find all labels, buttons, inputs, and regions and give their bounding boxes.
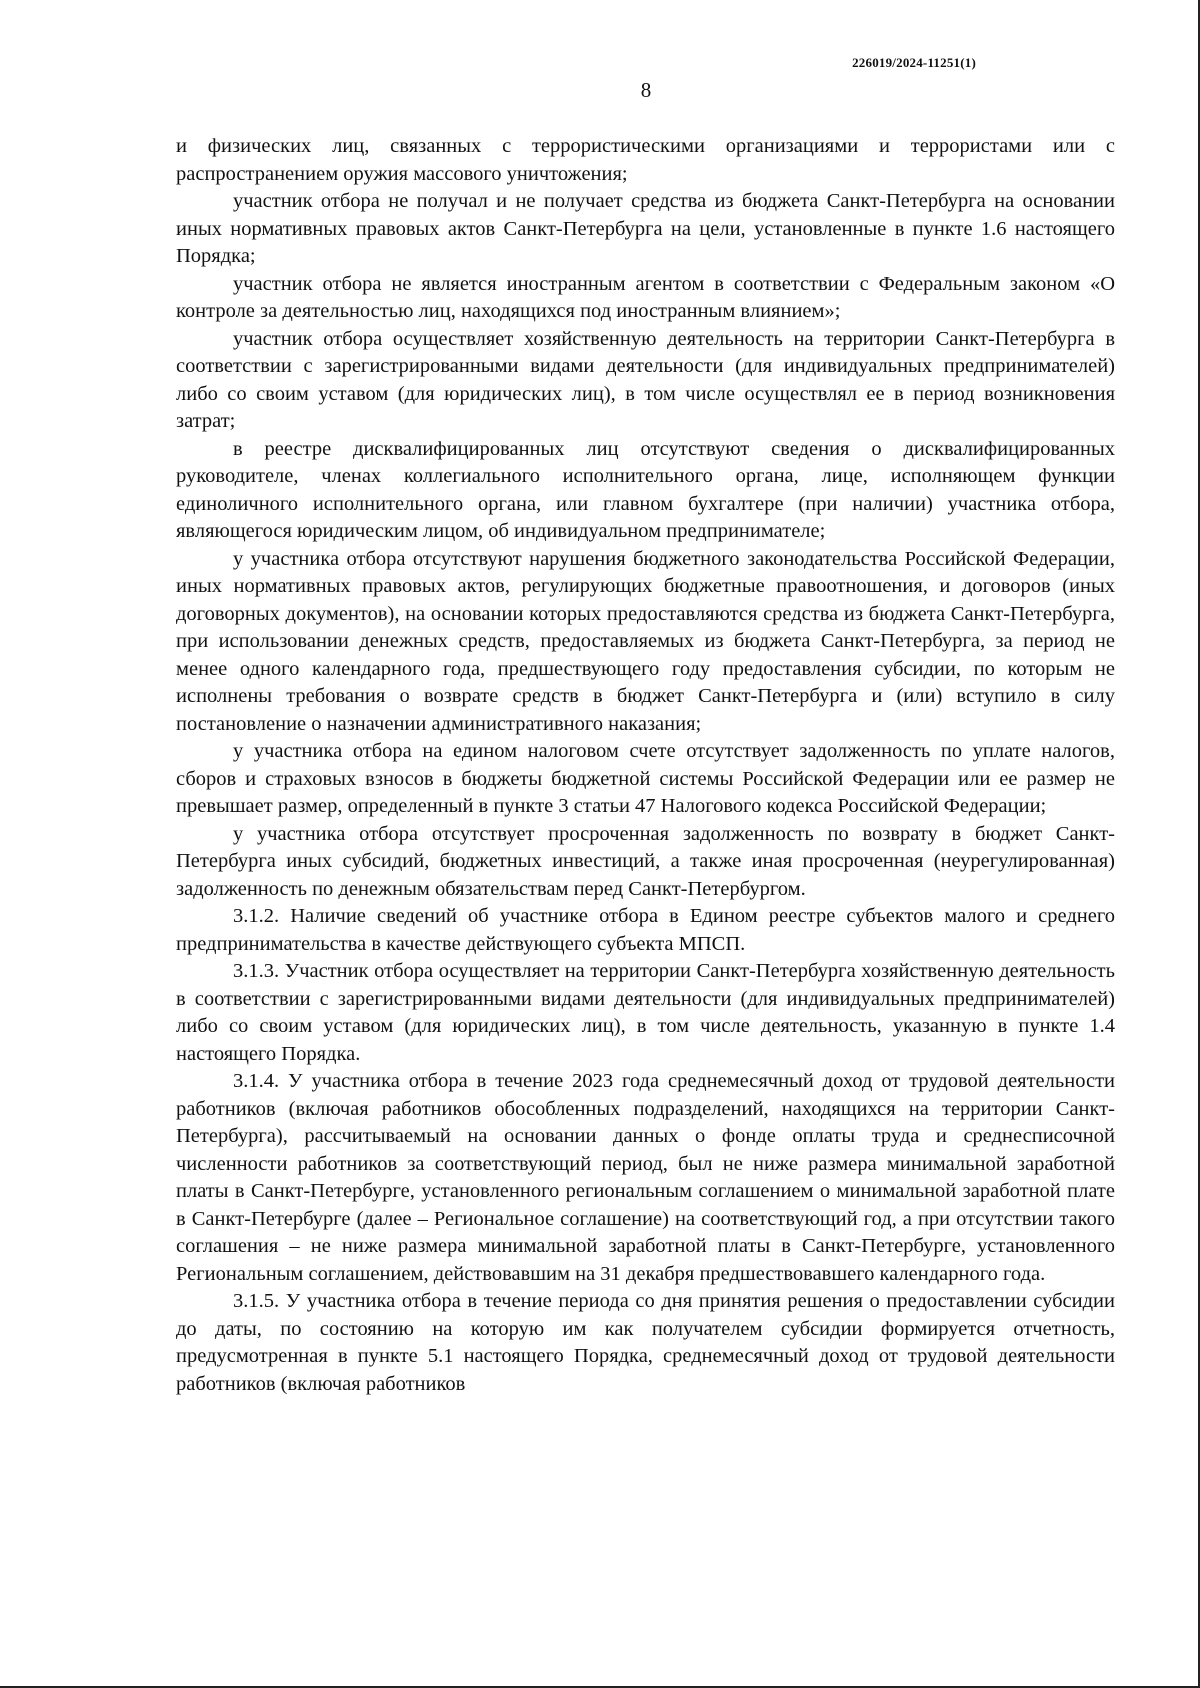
paragraph-foreign-agent: участник отбора не является иностранным агентом в соответствии с Федеральным законом «О контроле за деятельностью лиц, находящихся под иностранным влиянием»; (176, 272, 1115, 322)
paragraph-3-1-3: 3.1.3. Участник отбора осуществляет на территории Санкт-Петербурга хозяйственную деятельность в соответствии с зарегистрированными видами деятельности (для индивидуальных предпринимателей) либо со своим уставом (для юридических лиц), в том числе деятельность, указанную в пункте 1.4 настоящего Порядка. (176, 960, 1115, 1065)
document-body (176, 133, 1115, 1398)
paragraph-economic-activity: участник отбора осуществляет хозяйственную деятельность на территории Санкт-Петербурга в соответствии с зарегистрированными видами деятельности (для индивидуальных предпринимателей) либо со своим уставом (для юридических лиц), в том числе осуществлял ее в период возникновения затрат; (176, 327, 1115, 432)
paragraph-3-1-4: 3.1.4. У участника отбора в течение 2023 года среднемесячный доход от трудовой деятельности работников (включая работников обособленных подразделений, находящихся на территории Санкт-Петербурга), рассчитываемый на основании данных о фонде оплаты труда и среднесписочной численности работников за соответствующий период, был не ниже размера минимальной заработной платы в Санкт-Петербурге, установленного региональным соглашением о минимальной заработной плате в Санкт-Петербурге (далее – Региональное соглашение) на соответствующий год, а при отсутствии такого соглашения – не ниже размера минимальной заработной платы в Санкт-Петербурге, установленного Региональным соглашением, действовавшим на 31 декабря предшествовавшего календарного года. (176, 1070, 1115, 1285)
page-number: 8 (640, 78, 652, 102)
paragraph-3-1-2: 3.1.2. Наличие сведений об участнике отбора в Едином реестре субъектов малого и среднего предпринимательства в качестве действующего субъекта МПСП. (176, 905, 1115, 955)
paragraph-3-1-5: 3.1.5. У участника отбора в течение периода со дня принятия решения о предоставлении субсидии до даты, по состоянию на которую им как получателем субсидии формируется отчетность, предусмотренная в пункте 5.1 настоящего Порядка, среднемесячный доход от трудовой деятельности работников (включая работников (176, 1290, 1115, 1395)
paragraph-budget-funds: участник отбора не получал и не получает средства из бюджета Санкт-Петербурга на основании иных нормативных правовых актов Санкт-Петербурга на цели, установленные в пункте 1.6 настоящего Порядка; (176, 190, 1115, 267)
paragraph-overdue-debt: у участника отбора отсутствует просроченная задолженность по возврату в бюджет Санкт-Петербурга иных субсидий, бюджетных инвестиций, а также иная просроченная (неурегулированная) задолженность по денежным обязательствам перед Санкт-Петербургом. (176, 822, 1115, 900)
paragraph-disqualified-persons: в реестре дисквалифицированных лиц отсутствуют сведения о дисквалифицированных руководителе, членах коллегиального исполнительного органа, лице, исполняющем функции единоличного исполнительного органа, или главном бухгалтере (при наличии) участника отбора, являющегося юридическим лицом, об индивидуальном предпринимателе; (176, 437, 1115, 542)
paragraph-continuation: и физических лиц, связанных с террористическими организациями и террористами или с распространением оружия массового уничтожения; (176, 135, 1115, 185)
paragraph-budget-violations: у участника отбора отсутствуют нарушения бюджетного законодательства Российской Федерации, иных нормативных правовых актов, регулирующих бюджетные правоотношения, и договоров (иных договорных документов), на основании которых предоставляются средства из бюджета Санкт-Петербурга, при использовании денежных средств, предоставляемых из бюджета Санкт-Петербурга, за период не менее одного календарного года, предшествующего году предоставления субсидии, по которым не исполнены требования о возврате средств в бюджет Санкт-Петербурга и (или) вступило в силу постановление о назначении административного наказания; (176, 547, 1115, 735)
document-number: 226019/2024-11251(1) (852, 55, 976, 70)
paragraph-tax-debt: у участника отбора на едином налоговом счете отсутствует задолженность по уплате налогов, сборов и страховых взносов в бюджеты бюджетной системы Российской Федерации или ее размер не превышает размер, определенный в пункте 3 статьи 47 Налогового кодекса Российской Федерации; (176, 740, 1115, 817)
